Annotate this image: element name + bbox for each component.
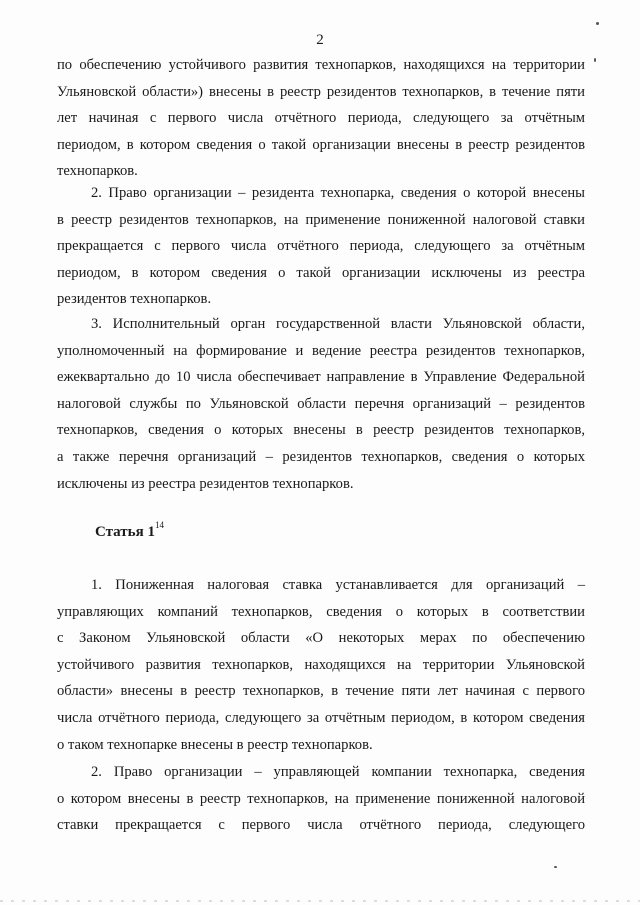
text-line: устойчивого развития технопарков, находящихся на территории Ульяновской xyxy=(57,656,585,673)
text-line: о таком технопарке внесены в реестр технопарков. xyxy=(57,736,373,753)
text-line: уполномоченный на формирование и ведение реестра резидентов технопарков, xyxy=(57,342,585,359)
text-line: исключены из реестра резидентов технопарков. xyxy=(57,475,354,492)
text-line: с Законом Ульяновской области «О некоторых мерах по обеспечению xyxy=(57,630,585,647)
text-line: а также перечня организаций – резидентов технопарков, сведения о которых xyxy=(57,448,585,465)
text-line: Ульяновской области») внесены в реестр резидентов технопарков, в течение пяти xyxy=(57,83,585,100)
text-line: налоговой службы по Ульяновской области перечня организаций – резидентов xyxy=(57,395,585,412)
text-line: технопарков, сведения о которых внесены в реестр резидентов технопарков, xyxy=(57,422,585,439)
scan-speck xyxy=(554,866,557,868)
text-line: числа отчётного периода, следующего за отчётным периодом, в котором сведения xyxy=(57,709,585,726)
text-line: периодом, в котором сведения о такой организации внесены в реестр резидентов xyxy=(57,136,585,153)
article-paragraph-1 xyxy=(57,572,585,758)
article-superscript: 14 xyxy=(154,520,164,530)
paragraph-2 xyxy=(57,180,585,313)
page-number: 2 xyxy=(316,32,324,48)
paragraph-continuation xyxy=(57,52,585,185)
scan-edge-noise xyxy=(0,900,640,902)
text-line: по обеспечению устойчивого развития технопарков, находящихся на территории xyxy=(57,57,585,73)
text-line: 2. Право организации – резидента технопарка, сведения о которой внесены xyxy=(91,185,585,201)
text-line: прекращается с первого числа отчётного периода, следующего за отчётным xyxy=(57,238,585,255)
article-paragraph-2 xyxy=(57,759,585,839)
text-line: 2. Право организации – управляющей компании технопарка, сведения xyxy=(91,764,585,780)
text-line: резидентов технопарков. xyxy=(57,291,212,308)
text-line: 1. Пониженная налоговая ставка устанавливается для организаций – xyxy=(91,577,585,593)
scan-speck xyxy=(594,58,596,62)
text-line: периодом, в котором сведения о такой организации исключены из реестра xyxy=(57,264,585,281)
article-title: Статья 1 xyxy=(95,524,155,540)
text-line: ставки прекращается с первого числа отчётного периода, следующего xyxy=(57,817,585,834)
article-heading xyxy=(95,522,164,541)
text-line: области» внесены в реестр технопарков, в течение пяти лет начиная с первого xyxy=(57,683,585,700)
text-line: управляющих компаний технопарков, сведения о которых в соответствии xyxy=(57,603,585,620)
text-line: технопарков. xyxy=(57,163,138,180)
text-line: лет начиная с первого числа отчётного периода, следующего за отчётным xyxy=(57,110,585,127)
text-line: 3. Исполнительный орган государственной власти Ульяновской области, xyxy=(91,316,585,332)
paragraph-3 xyxy=(57,311,585,497)
text-line: в реестр резидентов технопарков, на применение пониженной налоговой ставки xyxy=(57,211,585,228)
text-line: о котором внесены в реестр технопарков, на применение пониженной налоговой xyxy=(57,790,585,807)
text-line: ежеквартально до 10 числа обеспечивает направление в Управление Федеральной xyxy=(57,369,585,386)
scan-speck xyxy=(596,22,599,25)
